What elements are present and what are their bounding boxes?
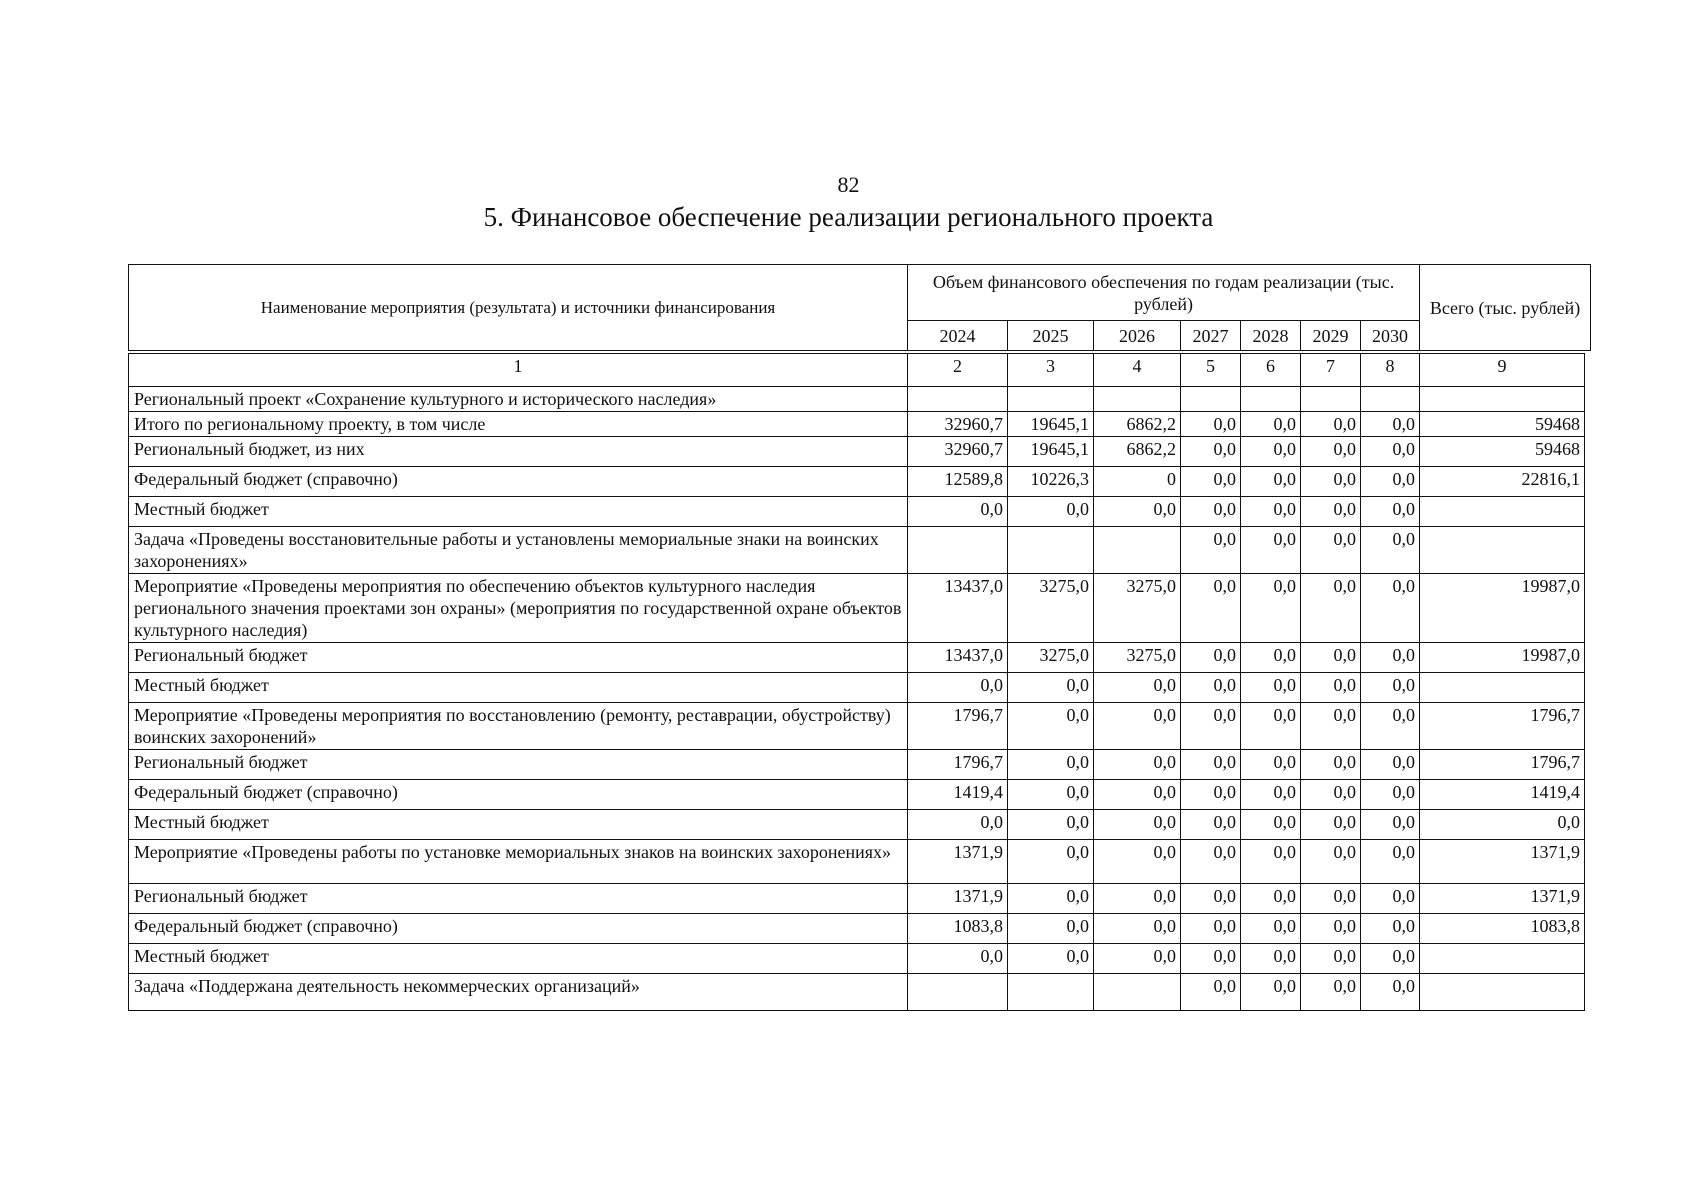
year-value-cell: 0,0 <box>1094 810 1181 840</box>
total-value-cell: 1796,7 <box>1420 750 1585 780</box>
year-value-cell: 0,0 <box>1361 884 1420 914</box>
column-number: 8 <box>1361 354 1420 387</box>
table-row <box>129 750 1585 780</box>
year-value-cell: 1419,4 <box>908 780 1008 810</box>
row-name: Местный бюджет <box>129 497 908 527</box>
year-value-cell: 0,0 <box>1241 914 1301 944</box>
column-number: 6 <box>1241 354 1301 387</box>
year-value-cell: 0,0 <box>1008 914 1094 944</box>
year-value-cell <box>1241 387 1301 412</box>
year-value-cell: 0,0 <box>1181 574 1241 643</box>
table-row <box>129 643 1585 673</box>
year-value-cell: 0,0 <box>1361 437 1420 467</box>
year-value-cell: 0,0 <box>1094 840 1181 884</box>
year-value-cell: 0,0 <box>1361 974 1420 1011</box>
year-value-cell: 0,0 <box>1008 840 1094 884</box>
year-value-cell: 0,0 <box>1301 437 1361 467</box>
total-value-cell: 1371,9 <box>1420 840 1585 884</box>
row-name: Региональный проект «Сохранение культурного и исторического наследия» <box>129 387 908 412</box>
year-value-cell: 19645,1 <box>1008 412 1094 437</box>
year-value-cell <box>1301 387 1361 412</box>
table-row <box>129 497 1585 527</box>
year-value-cell: 0,0 <box>1181 884 1241 914</box>
year-value-cell: 0,0 <box>1301 750 1361 780</box>
name-column-header: Наименование мероприятия (результата) и источники финансирования <box>129 265 908 351</box>
total-value-cell: 1796,7 <box>1420 703 1585 750</box>
year-value-cell: 19645,1 <box>1008 437 1094 467</box>
row-name: Региональный бюджет <box>129 750 908 780</box>
year-value-cell: 0,0 <box>1301 810 1361 840</box>
year-value-cell: 0,0 <box>1181 673 1241 703</box>
year-value-cell: 0,0 <box>908 497 1008 527</box>
year-header: 2026 <box>1094 321 1181 351</box>
column-number: 4 <box>1094 354 1181 387</box>
year-value-cell: 0,0 <box>1301 527 1361 574</box>
year-value-cell: 0,0 <box>1361 574 1420 643</box>
year-value-cell: 0,0 <box>1241 703 1301 750</box>
row-name: Задача «Поддержана деятельность некоммерческих организаций» <box>129 974 908 1011</box>
total-value-cell: 1419,4 <box>1420 780 1585 810</box>
year-value-cell: 3275,0 <box>1094 643 1181 673</box>
page-title: 5. Финансовое обеспечение реализации регионального проекта <box>483 202 1214 232</box>
column-number: 5 <box>1181 354 1241 387</box>
year-value-cell: 0,0 <box>1008 673 1094 703</box>
table-row <box>129 840 1585 884</box>
year-value-cell: 0,0 <box>1181 412 1241 437</box>
year-value-cell: 32960,7 <box>908 412 1008 437</box>
year-value-cell: 0,0 <box>1008 780 1094 810</box>
year-value-cell: 0,0 <box>1181 750 1241 780</box>
year-value-cell: 0,0 <box>1008 750 1094 780</box>
year-value-cell: 0,0 <box>1241 467 1301 497</box>
year-value-cell: 0,0 <box>1361 810 1420 840</box>
column-number: 2 <box>908 354 1008 387</box>
year-value-cell: 0,0 <box>908 810 1008 840</box>
year-value-cell: 12589,8 <box>908 467 1008 497</box>
year-value-cell: 0,0 <box>1361 944 1420 974</box>
total-value-cell <box>1420 944 1585 974</box>
year-header: 2027 <box>1181 321 1241 351</box>
table-row <box>129 412 1585 437</box>
year-value-cell: 0,0 <box>1301 780 1361 810</box>
year-value-cell: 13437,0 <box>908 574 1008 643</box>
table-row <box>129 780 1585 810</box>
year-value-cell: 0,0 <box>1241 673 1301 703</box>
year-value-cell: 0,0 <box>1181 643 1241 673</box>
year-value-cell: 0,0 <box>1094 703 1181 750</box>
row-name: Задача «Проведены восстановительные работы и установлены мемориальные знаки на воинских захоронениях» <box>129 527 908 574</box>
total-value-cell: 19987,0 <box>1420 643 1585 673</box>
table-row <box>129 527 1585 574</box>
table-row <box>129 703 1585 750</box>
row-name: Федеральный бюджет (справочно) <box>129 914 908 944</box>
year-value-cell: 0,0 <box>1301 643 1361 673</box>
year-value-cell: 10226,3 <box>1008 467 1094 497</box>
year-value-cell: 0,0 <box>1361 703 1420 750</box>
year-value-cell: 0,0 <box>1181 437 1241 467</box>
total-value-cell: 1371,9 <box>1420 884 1585 914</box>
year-value-cell: 1796,7 <box>908 750 1008 780</box>
row-name: Федеральный бюджет (справочно) <box>129 780 908 810</box>
table-row <box>129 467 1585 497</box>
year-value-cell: 0,0 <box>1301 497 1361 527</box>
year-value-cell: 0,0 <box>1301 412 1361 437</box>
table-row <box>129 437 1585 467</box>
year-value-cell: 0,0 <box>1094 884 1181 914</box>
year-value-cell: 0,0 <box>1241 497 1301 527</box>
year-value-cell <box>908 387 1008 412</box>
year-value-cell <box>1181 387 1241 412</box>
year-value-cell: 0,0 <box>1094 780 1181 810</box>
row-name: Местный бюджет <box>129 944 908 974</box>
year-value-cell <box>908 527 1008 574</box>
year-value-cell: 0,0 <box>1301 974 1361 1011</box>
year-header: 2028 <box>1241 321 1301 351</box>
year-value-cell: 0,0 <box>1301 884 1361 914</box>
column-number: 9 <box>1420 354 1585 387</box>
year-value-cell: 0,0 <box>1181 944 1241 974</box>
year-value-cell: 0,0 <box>1361 673 1420 703</box>
table-header <box>128 264 1591 351</box>
year-value-cell: 0,0 <box>1361 780 1420 810</box>
year-value-cell: 13437,0 <box>908 643 1008 673</box>
year-value-cell <box>1094 387 1181 412</box>
table-row <box>129 574 1585 643</box>
row-name: Местный бюджет <box>129 810 908 840</box>
year-header: 2024 <box>908 321 1008 351</box>
year-value-cell <box>908 974 1008 1011</box>
total-column-header: Всего (тыс. рублей) <box>1420 265 1591 351</box>
year-value-cell: 0,0 <box>1241 643 1301 673</box>
table-row <box>129 884 1585 914</box>
year-value-cell: 0,0 <box>1361 412 1420 437</box>
year-value-cell: 0,0 <box>1301 944 1361 974</box>
year-value-cell: 0,0 <box>1241 840 1301 884</box>
row-name: Региональный бюджет <box>129 643 908 673</box>
year-value-cell: 0,0 <box>1094 914 1181 944</box>
year-value-cell: 0,0 <box>1241 574 1301 643</box>
year-value-cell: 0,0 <box>1301 914 1361 944</box>
total-value-cell: 19987,0 <box>1420 574 1585 643</box>
year-value-cell: 1371,9 <box>908 840 1008 884</box>
year-value-cell: 0,0 <box>1008 810 1094 840</box>
year-value-cell: 0,0 <box>1241 884 1301 914</box>
total-value-cell <box>1420 497 1585 527</box>
year-value-cell: 1796,7 <box>908 703 1008 750</box>
year-value-cell: 0,0 <box>1008 497 1094 527</box>
year-header: 2025 <box>1008 321 1094 351</box>
total-value-cell: 1083,8 <box>1420 914 1585 944</box>
year-value-cell: 0,0 <box>1181 840 1241 884</box>
year-value-cell: 0,0 <box>1361 643 1420 673</box>
total-value-cell <box>1420 673 1585 703</box>
year-value-cell: 0,0 <box>1241 780 1301 810</box>
financing-table <box>128 353 1585 1011</box>
row-name: Итого по региональному проекту, в том числе <box>129 412 908 437</box>
total-value-cell: 22816,1 <box>1420 467 1585 497</box>
year-value-cell: 3275,0 <box>1094 574 1181 643</box>
year-value-cell: 0,0 <box>1241 944 1301 974</box>
year-value-cell: 3275,0 <box>1008 574 1094 643</box>
year-value-cell: 0 <box>1094 467 1181 497</box>
year-value-cell: 0,0 <box>908 673 1008 703</box>
page-number: 82 <box>837 172 860 197</box>
year-value-cell: 32960,7 <box>908 437 1008 467</box>
year-value-cell: 0,0 <box>1094 673 1181 703</box>
total-value-cell: 59468 <box>1420 412 1585 437</box>
total-value-cell: 59468 <box>1420 437 1585 467</box>
year-value-cell: 0,0 <box>1181 914 1241 944</box>
year-value-cell: 0,0 <box>1094 750 1181 780</box>
year-value-cell: 0,0 <box>1181 467 1241 497</box>
column-number: 7 <box>1301 354 1361 387</box>
year-value-cell <box>1008 974 1094 1011</box>
year-value-cell: 0,0 <box>1241 527 1301 574</box>
year-value-cell: 0,0 <box>908 944 1008 974</box>
year-value-cell: 1371,9 <box>908 884 1008 914</box>
total-value-cell <box>1420 387 1585 412</box>
year-value-cell: 6862,2 <box>1094 412 1181 437</box>
row-name: Местный бюджет <box>129 673 908 703</box>
year-value-cell: 0,0 <box>1241 810 1301 840</box>
table-row <box>129 944 1585 974</box>
year-value-cell <box>1008 527 1094 574</box>
table-row <box>129 387 1585 412</box>
year-value-cell: 0,0 <box>1361 467 1420 497</box>
year-value-cell: 0,0 <box>1241 974 1301 1011</box>
year-value-cell: 0,0 <box>1361 840 1420 884</box>
year-value-cell: 0,0 <box>1181 974 1241 1011</box>
year-value-cell: 0,0 <box>1361 914 1420 944</box>
total-value-cell <box>1420 527 1585 574</box>
row-name: Региональный бюджет, из них <box>129 437 908 467</box>
column-numbers-row <box>129 354 1585 387</box>
year-value-cell: 0,0 <box>1181 527 1241 574</box>
year-value-cell: 0,0 <box>1181 497 1241 527</box>
year-header: 2030 <box>1361 321 1420 351</box>
row-name: Федеральный бюджет (справочно) <box>129 467 908 497</box>
year-value-cell: 0,0 <box>1361 750 1420 780</box>
year-value-cell: 0,0 <box>1181 780 1241 810</box>
table-row <box>129 810 1585 840</box>
year-value-cell: 0,0 <box>1361 497 1420 527</box>
year-value-cell: 0,0 <box>1241 750 1301 780</box>
column-number: 3 <box>1008 354 1094 387</box>
total-value-cell: 0,0 <box>1420 810 1585 840</box>
table-row <box>129 974 1585 1011</box>
year-value-cell: 1083,8 <box>908 914 1008 944</box>
year-value-cell <box>1008 387 1094 412</box>
year-value-cell: 0,0 <box>1241 412 1301 437</box>
volume-group-header: Объем финансового обеспечения по годам реализации (тыс. рублей) <box>908 265 1420 321</box>
year-header: 2029 <box>1301 321 1361 351</box>
year-value-cell: 0,0 <box>1008 944 1094 974</box>
year-value-cell: 0,0 <box>1301 840 1361 884</box>
year-value-cell: 0,0 <box>1094 497 1181 527</box>
row-name: Мероприятие «Проведены мероприятия по восстановлению (ремонту, реставрации, обустройству) воинских захоронений» <box>129 703 908 750</box>
year-value-cell: 0,0 <box>1301 703 1361 750</box>
year-value-cell: 0,0 <box>1008 884 1094 914</box>
year-value-cell: 0,0 <box>1181 810 1241 840</box>
year-value-cell: 0,0 <box>1181 703 1241 750</box>
row-name: Мероприятие «Проведены работы по установке мемориальных знаков на воинских захоронениях» <box>129 840 908 884</box>
year-value-cell: 0,0 <box>1301 673 1361 703</box>
year-value-cell <box>1361 387 1420 412</box>
row-name: Региональный бюджет <box>129 884 908 914</box>
total-value-cell <box>1420 974 1585 1011</box>
year-value-cell: 6862,2 <box>1094 437 1181 467</box>
year-value-cell <box>1094 527 1181 574</box>
year-value-cell: 0,0 <box>1361 527 1420 574</box>
column-number: 1 <box>129 354 908 387</box>
year-value-cell: 0,0 <box>1094 944 1181 974</box>
year-value-cell: 0,0 <box>1301 467 1361 497</box>
table-row <box>129 673 1585 703</box>
table-row <box>129 914 1585 944</box>
year-value-cell <box>1094 974 1181 1011</box>
year-value-cell: 0,0 <box>1301 574 1361 643</box>
year-value-cell: 0,0 <box>1241 437 1301 467</box>
year-value-cell: 3275,0 <box>1008 643 1094 673</box>
year-value-cell: 0,0 <box>1008 703 1094 750</box>
row-name: Мероприятие «Проведены мероприятия по обеспечению объектов культурного наследия регионального значения проектами зон охраны» (мероприятия по государственной охране объектов культурного наследия) <box>129 574 908 643</box>
